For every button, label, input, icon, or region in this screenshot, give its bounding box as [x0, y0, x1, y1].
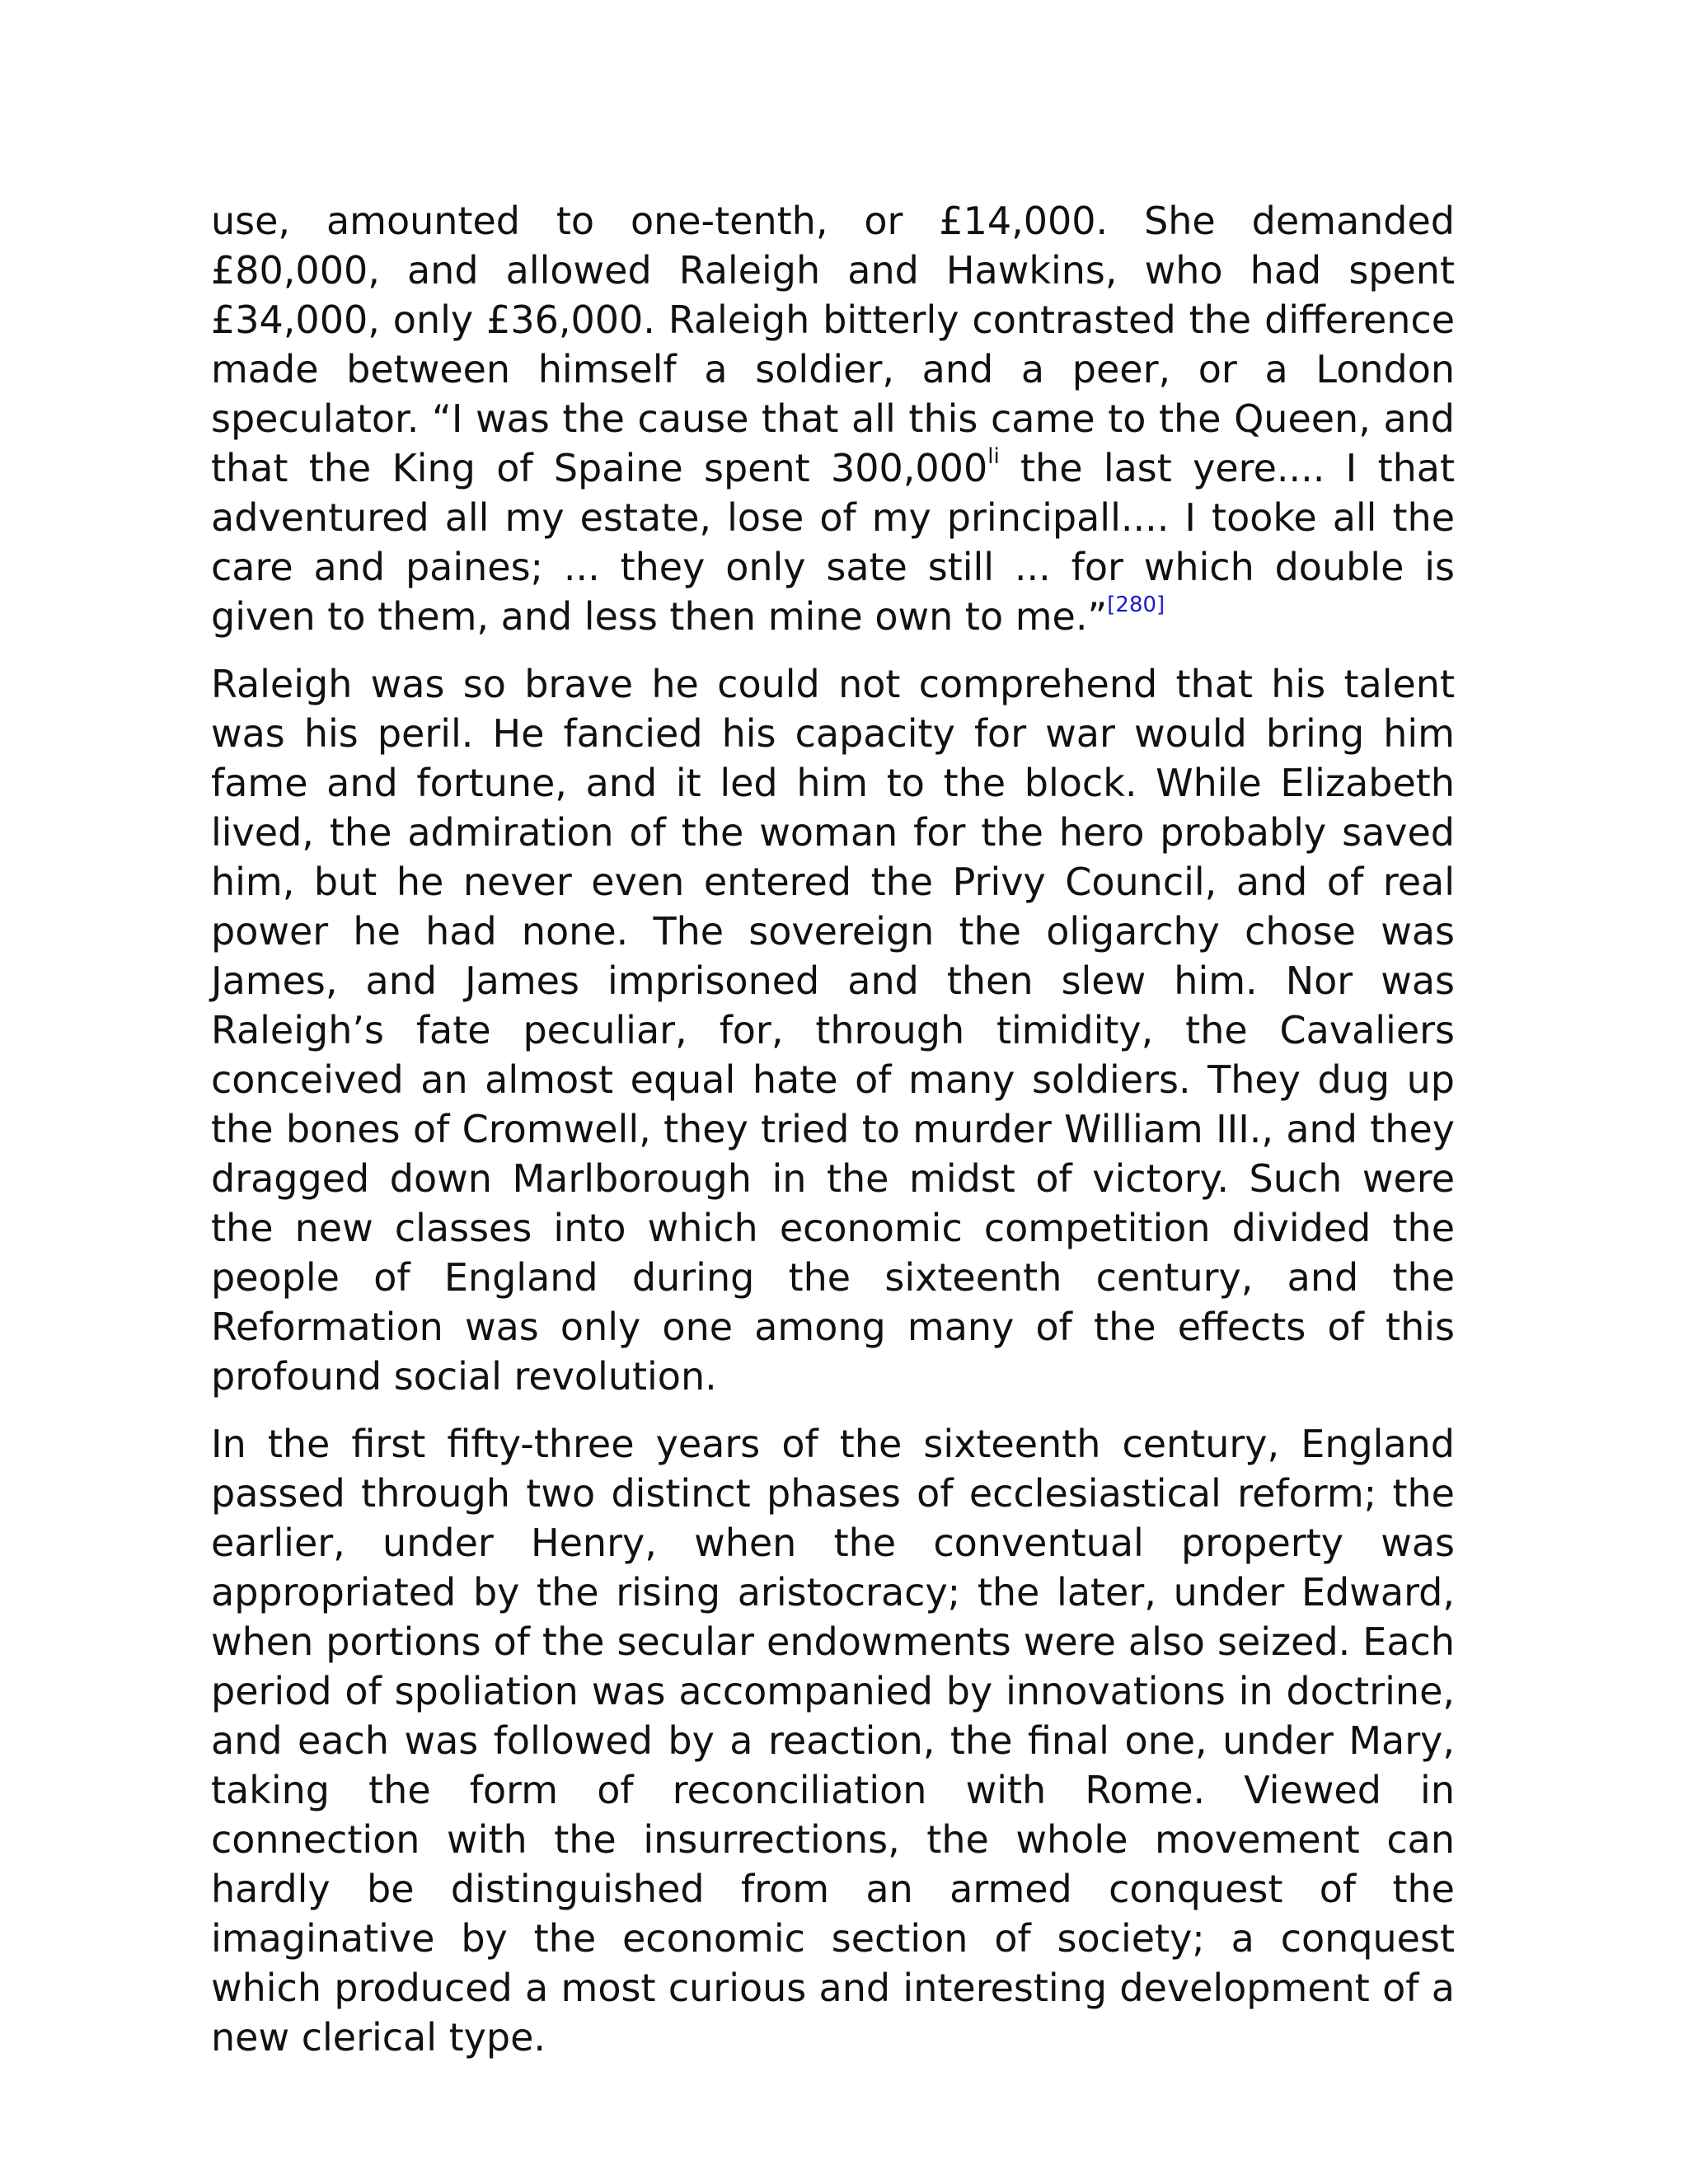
paragraph-2: Raleigh was so brave he could not comprehend that his talent was his peril. He fancied his capacity for war would bring him fame and fortune, and it led him to the block. While Elizabeth lived, the admiration of the woman for the hero probably saved him, but he never even entered the Privy Council, and of real power he had none. The sovereign the oligarchy chose was James, and James imprisoned and then slew him. Nor was Raleigh’s fate peculiar, for, through timidity, the Cavaliers conceived an almost equal hate of many soldiers. They dug up the bones of Cromwell, they tried to murder William III., and they dragged down Marlborough in the midst of victory. Such were the new classes into which economic competition divided the people of England during the sixteenth century, and the Reformation was only one among many of the effects of this profound social revolution.	[211, 662, 1455, 1399]
paragraph-1-text-before: use, amounted to one-tenth, or £14,000. She demanded £80,000, and allowed Raleigh and Hawkins, who had spent £34,000, only £36,000. Raleigh bitterly contrasted the difference made between himself a soldier, and a peer, or a London speculator. “I was the cause that all this came to the Queen, and that the King of Spaine spent 300,000	[211, 199, 1455, 490]
footnote-link-280[interactable]: [280]	[1107, 593, 1165, 617]
paragraph-3: In the first fifty-three years of the sixteenth century, England passed through two distinct phases of ecclesiastical reform; the earlier, under Henry, when the conventual property was appropriated by the rising aristocracy; the later, under Edward, when portions of the secular endowments were also seized. Each period of spoliation was accompanied by innovations in doctrine, and each was followed by a reaction, the final one, under Mary, taking the form of reconciliation with Rome. Viewed in connection with the insurrections, the whole movement can hardly be distinguished from an armed conquest of the imaginative by the economic section of society; a conquest which produced a most curious and interesting development of a new clerical type.	[211, 1422, 1455, 2060]
paragraph-1-text-after: the last yere.... I that adventured all my estate, lose of my principall.... I tooke all the care and paines; ... they only sate still ... for which double is given to them, and less then mine own to me.”	[211, 446, 1455, 639]
paragraph-1	[211, 196, 1455, 641]
document-page	[211, 196, 1455, 2080]
superscript-note: li	[987, 444, 1000, 469]
